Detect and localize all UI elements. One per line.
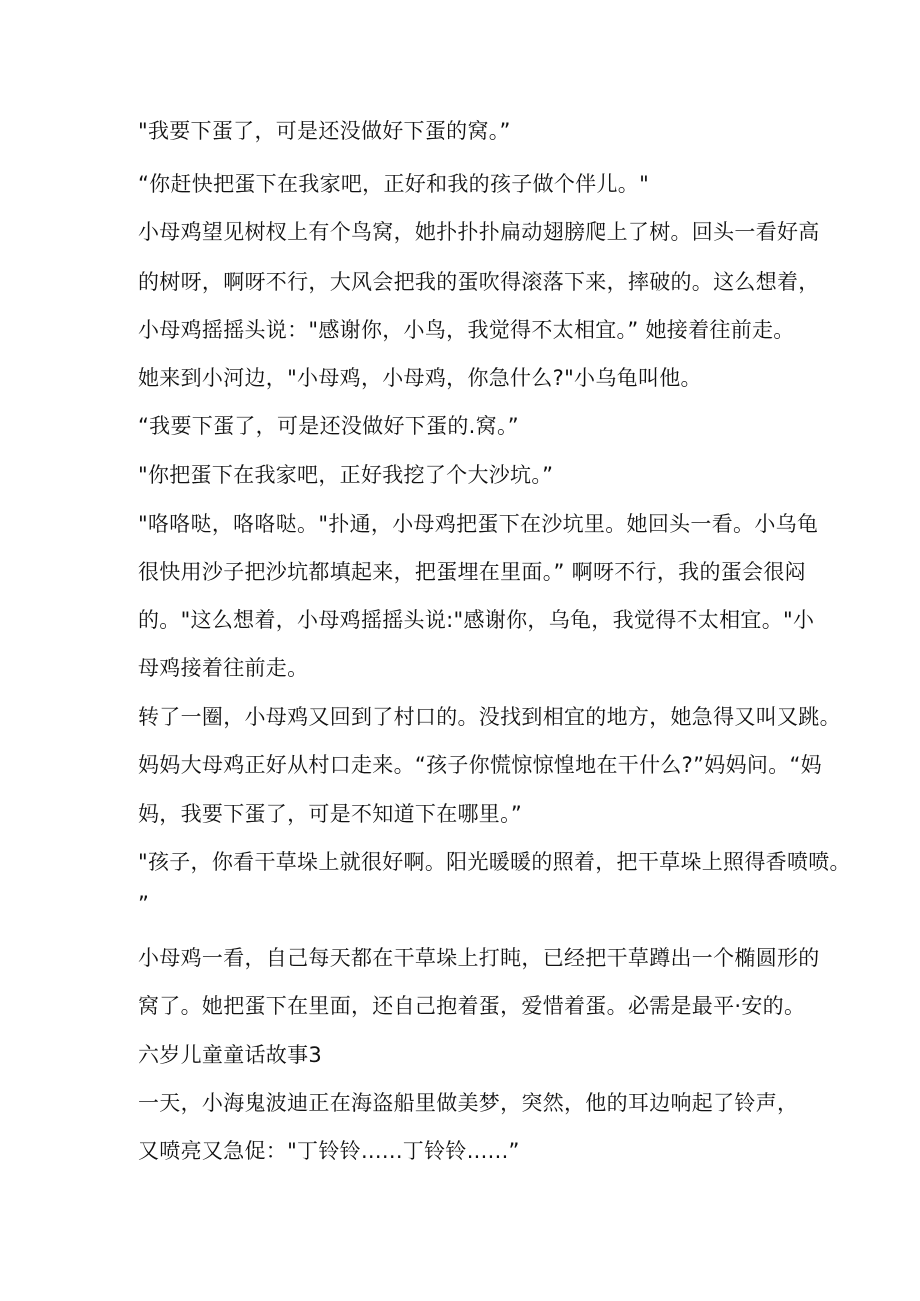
text-line: 的树呀，啊呀不行，大风会把我的蛋吹得滚落下来，摔破的。这么想着， — [138, 270, 820, 294]
text-line: 妈，我要下蛋了，可是不知道下在哪里。” — [138, 802, 523, 826]
text-line: "你把蛋下在我家吧，正好我挖了个大沙坑。” — [138, 463, 554, 487]
text-line: “你赶快把蛋下在我家吧，正好和我的孩子做个伴儿。" — [138, 172, 650, 196]
text-line: 妈妈大母鸡正好从村口走来。“孩子你慌惊惊惶地在干什么?”妈妈问。“妈 — [138, 753, 822, 777]
text-line: 一天，小海鬼波迪正在海盗船里做美梦，突然，他的耳边响起了铃声， — [138, 1091, 799, 1115]
text-line: “我要下蛋了，可是还没做好下蛋的.窝。” — [138, 414, 519, 438]
text-line: 的。"这么想着，小母鸡摇摇头说:"感谢你，乌龟，我觉得不太相宜。"小 — [138, 608, 815, 632]
text-line: 小母鸡望见树杈上有个鸟窝，她扑扑扑扁动翅膀爬上了树。回头一看好高 — [138, 220, 820, 244]
text-line: 母鸡接着往前走。 — [138, 656, 309, 680]
text-line: 又喷亮又急促："丁铃铃......丁铃铃......” — [138, 1139, 520, 1163]
text-line: "咯咯哒，咯咯哒。"扑通，小母鸡把蛋下在沙坑里。她回头一看。小乌龟 — [138, 512, 819, 536]
text-line: 窝了。她把蛋下在里面，还自己抱着蛋，爱惜着蛋。必需是最平·安的。 — [138, 994, 806, 1018]
text-line: 小母鸡一看，自己每天都在干草垛上打盹，已经把干草蹲出一个椭圆形的 — [138, 946, 820, 970]
text-line: "我要下蛋了，可是还没做好下蛋的窝。” — [138, 119, 511, 143]
text-line: 转了一圈，小母鸡又回到了村口的。没找到相宜的地方，她急得又叫又跳。 — [138, 705, 841, 729]
text-line: ” — [138, 892, 150, 916]
section-heading: 六岁儿童童话故事3 — [138, 1043, 323, 1067]
text-line: 小母鸡摇摇头说："感谢你，小鸟，我觉得不太相宜。” 她接着往前走。 — [138, 318, 795, 342]
text-line: "孩子，你看干草垛上就很好啊。阳光暖暖的照着，把干草垛上照得香喷喷。 — [138, 850, 851, 874]
text-line: 她来到小河边，"小母鸡，小母鸡，你急什么?"小乌龟叫他。 — [138, 366, 702, 390]
text-line: 很快用沙子把沙坑都填起来，把蛋埋在里面。” 啊呀不行，我的蛋会很闷 — [138, 560, 806, 584]
